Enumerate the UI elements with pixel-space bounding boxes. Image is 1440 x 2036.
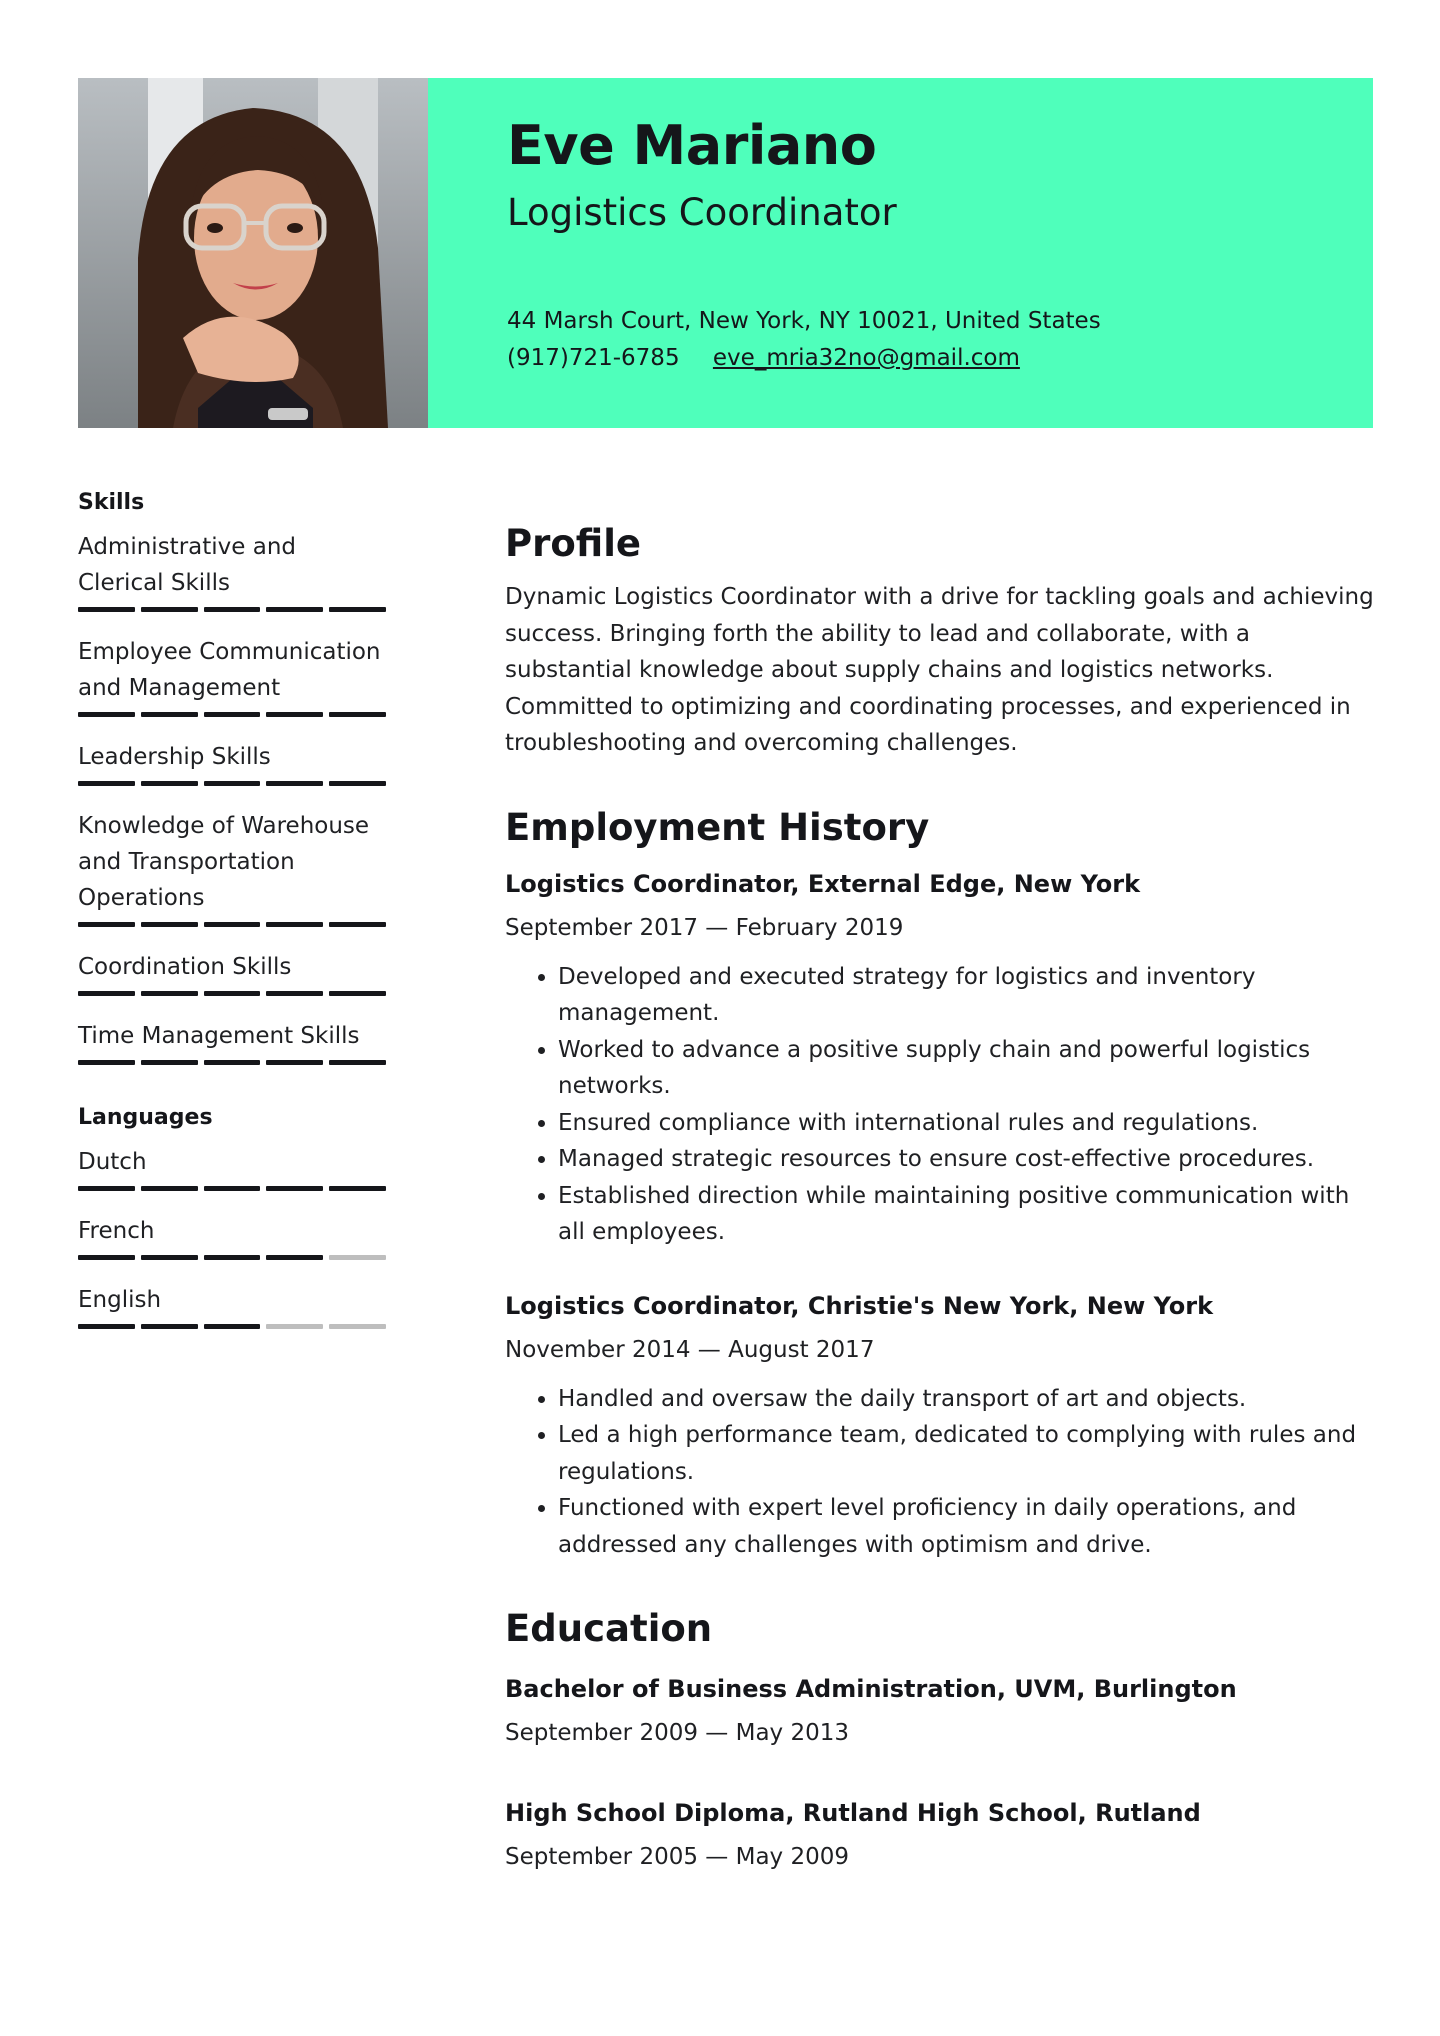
skill-level-meter	[78, 712, 386, 717]
level-segment	[266, 1186, 323, 1191]
level-segment	[329, 991, 386, 996]
language-level-meter	[78, 1324, 386, 1329]
skill-label: Coordination Skills	[78, 954, 292, 980]
job-bullet: • Established direction while maintaining positive communication with all employees.	[558, 1178, 1375, 1251]
profile-text: Dynamic Logistics Coordinator with a drive for tackling goals and achieving success. Bringing forth the ability to lead and collaborate, with a substantial knowledge about supply chains and logistics networks. Committed to optimizing and coordinating processes, and experienced in troubleshooting and overcoming challenges.	[505, 584, 1374, 756]
jobs-list	[505, 867, 1375, 1564]
contact-phone: (917)721-6785	[507, 345, 680, 371]
level-segment	[78, 922, 135, 927]
level-segment	[329, 922, 386, 927]
level-segment	[141, 1255, 198, 1260]
language-item	[78, 1144, 386, 1191]
skills-heading: Skills	[78, 490, 145, 515]
level-segment	[204, 607, 261, 612]
skill-level-meter	[78, 781, 386, 786]
employment-section	[505, 806, 1375, 1564]
level-segment	[141, 1060, 198, 1065]
level-segment	[204, 1255, 261, 1260]
skill-item	[78, 949, 386, 996]
languages-block	[78, 1105, 386, 1329]
language-item	[78, 1282, 386, 1329]
header-banner	[78, 78, 1373, 428]
level-segment	[266, 781, 323, 786]
skill-label: Leadership Skills	[78, 744, 271, 770]
skill-level-meter	[78, 1060, 386, 1065]
profile-section	[505, 522, 1375, 762]
skill-label: Employee Communication and Management	[78, 639, 381, 701]
job-bullet: • Developed and executed strategy for logistics and inventory management.	[558, 959, 1375, 1032]
education-heading: Education	[505, 1607, 713, 1650]
education-list	[505, 1672, 1375, 1874]
job-bullet: • Worked to advance a positive supply chain and powerful logistics networks.	[558, 1032, 1375, 1105]
employment-heading: Employment History	[505, 805, 930, 849]
language-level-meter	[78, 1186, 386, 1191]
skill-label: Administrative and Clerical Skills	[78, 534, 296, 596]
level-segment	[329, 712, 386, 717]
level-segment	[78, 712, 135, 717]
education-title: Bachelor of Business Administration, UVM, Burlington	[505, 1675, 1237, 1703]
skill-item	[78, 739, 386, 786]
job-bullet: • Managed strategic resources to ensure cost-effective procedures.	[558, 1141, 1375, 1178]
level-segment	[141, 1324, 198, 1329]
education-entry	[505, 1796, 1375, 1874]
contact-email-link[interactable]: eve_mria32no@gmail.com	[712, 345, 1020, 371]
level-segment	[266, 1060, 323, 1065]
language-level-meter	[78, 1255, 386, 1260]
candidate-name: Eve Mariano	[507, 114, 877, 177]
job-bullets	[505, 1381, 1375, 1564]
language-label: French	[78, 1218, 155, 1244]
level-segment	[78, 1060, 135, 1065]
level-segment	[141, 1186, 198, 1191]
level-segment	[266, 1255, 323, 1260]
language-item	[78, 1213, 386, 1260]
level-segment	[204, 1186, 261, 1191]
level-segment	[78, 1186, 135, 1191]
level-segment	[266, 991, 323, 996]
main-content	[505, 522, 1375, 1874]
skill-item	[78, 529, 386, 612]
skill-level-meter	[78, 607, 386, 612]
level-segment	[204, 922, 261, 927]
profile-heading: Profile	[505, 522, 641, 565]
level-segment	[329, 1060, 386, 1065]
skill-label: Time Management Skills	[78, 1023, 360, 1049]
level-segment	[329, 1186, 386, 1191]
level-segment	[141, 991, 198, 996]
level-segment	[329, 1255, 386, 1260]
level-segment	[141, 781, 198, 786]
job-title: Logistics Coordinator, Christie's New York, New York	[505, 1291, 1214, 1320]
level-segment	[78, 1324, 135, 1329]
candidate-title: Logistics Coordinator	[507, 191, 897, 234]
education-section	[505, 1607, 1375, 1874]
level-segment	[266, 712, 323, 717]
level-segment	[141, 712, 198, 717]
job-title: Logistics Coordinator, External Edge, New York	[505, 869, 1141, 898]
languages-list	[78, 1144, 386, 1329]
skills-list	[78, 529, 386, 1065]
sidebar	[78, 490, 386, 1351]
skill-item	[78, 634, 386, 717]
skill-item	[78, 808, 386, 927]
job-entry	[505, 867, 1375, 1251]
job-bullet: • Led a high performance team, dedicated to complying with rules and regulations.	[558, 1417, 1375, 1490]
contact-line	[507, 345, 1020, 371]
job-dates: November 2014 — August 2017	[505, 1336, 875, 1363]
level-segment	[204, 712, 261, 717]
job-bullets	[505, 959, 1375, 1251]
job-bullet: • Handled and oversaw the daily transport of art and objects.	[558, 1381, 1375, 1418]
level-segment	[204, 781, 261, 786]
contact-address: 44 Marsh Court, New York, NY 10021, United States	[507, 308, 1101, 334]
education-entry	[505, 1672, 1375, 1750]
level-segment	[329, 1324, 386, 1329]
level-segment	[266, 607, 323, 612]
job-dates: September 2017 — February 2019	[505, 914, 904, 941]
level-segment	[141, 922, 198, 927]
level-segment	[78, 991, 135, 996]
education-dates: September 2005 — May 2009	[505, 1844, 849, 1870]
skill-level-meter	[78, 922, 386, 927]
profile-photo	[78, 78, 428, 428]
skill-label: Knowledge of Warehouse and Transportation Operations	[78, 813, 370, 911]
level-segment	[329, 781, 386, 786]
level-segment	[204, 1060, 261, 1065]
level-segment	[78, 1255, 135, 1260]
level-segment	[266, 1324, 323, 1329]
education-title: High School Diploma, Rutland High School, Rutland	[505, 1799, 1201, 1827]
level-segment	[141, 607, 198, 612]
level-segment	[78, 781, 135, 786]
skill-item	[78, 1018, 386, 1065]
job-bullet: • Ensured compliance with international rules and regulations.	[558, 1105, 1375, 1142]
skill-level-meter	[78, 991, 386, 996]
language-label: English	[78, 1287, 162, 1313]
education-dates: September 2009 — May 2013	[505, 1720, 849, 1746]
languages-heading: Languages	[78, 1105, 213, 1130]
level-segment	[266, 922, 323, 927]
level-segment	[78, 607, 135, 612]
job-entry	[505, 1289, 1375, 1564]
level-segment	[329, 607, 386, 612]
level-segment	[204, 991, 261, 996]
job-bullet: • Functioned with expert level proficiency in daily operations, and addressed any challenges with optimism and drive.	[558, 1490, 1375, 1563]
level-segment	[204, 1324, 261, 1329]
language-label: Dutch	[78, 1149, 147, 1175]
